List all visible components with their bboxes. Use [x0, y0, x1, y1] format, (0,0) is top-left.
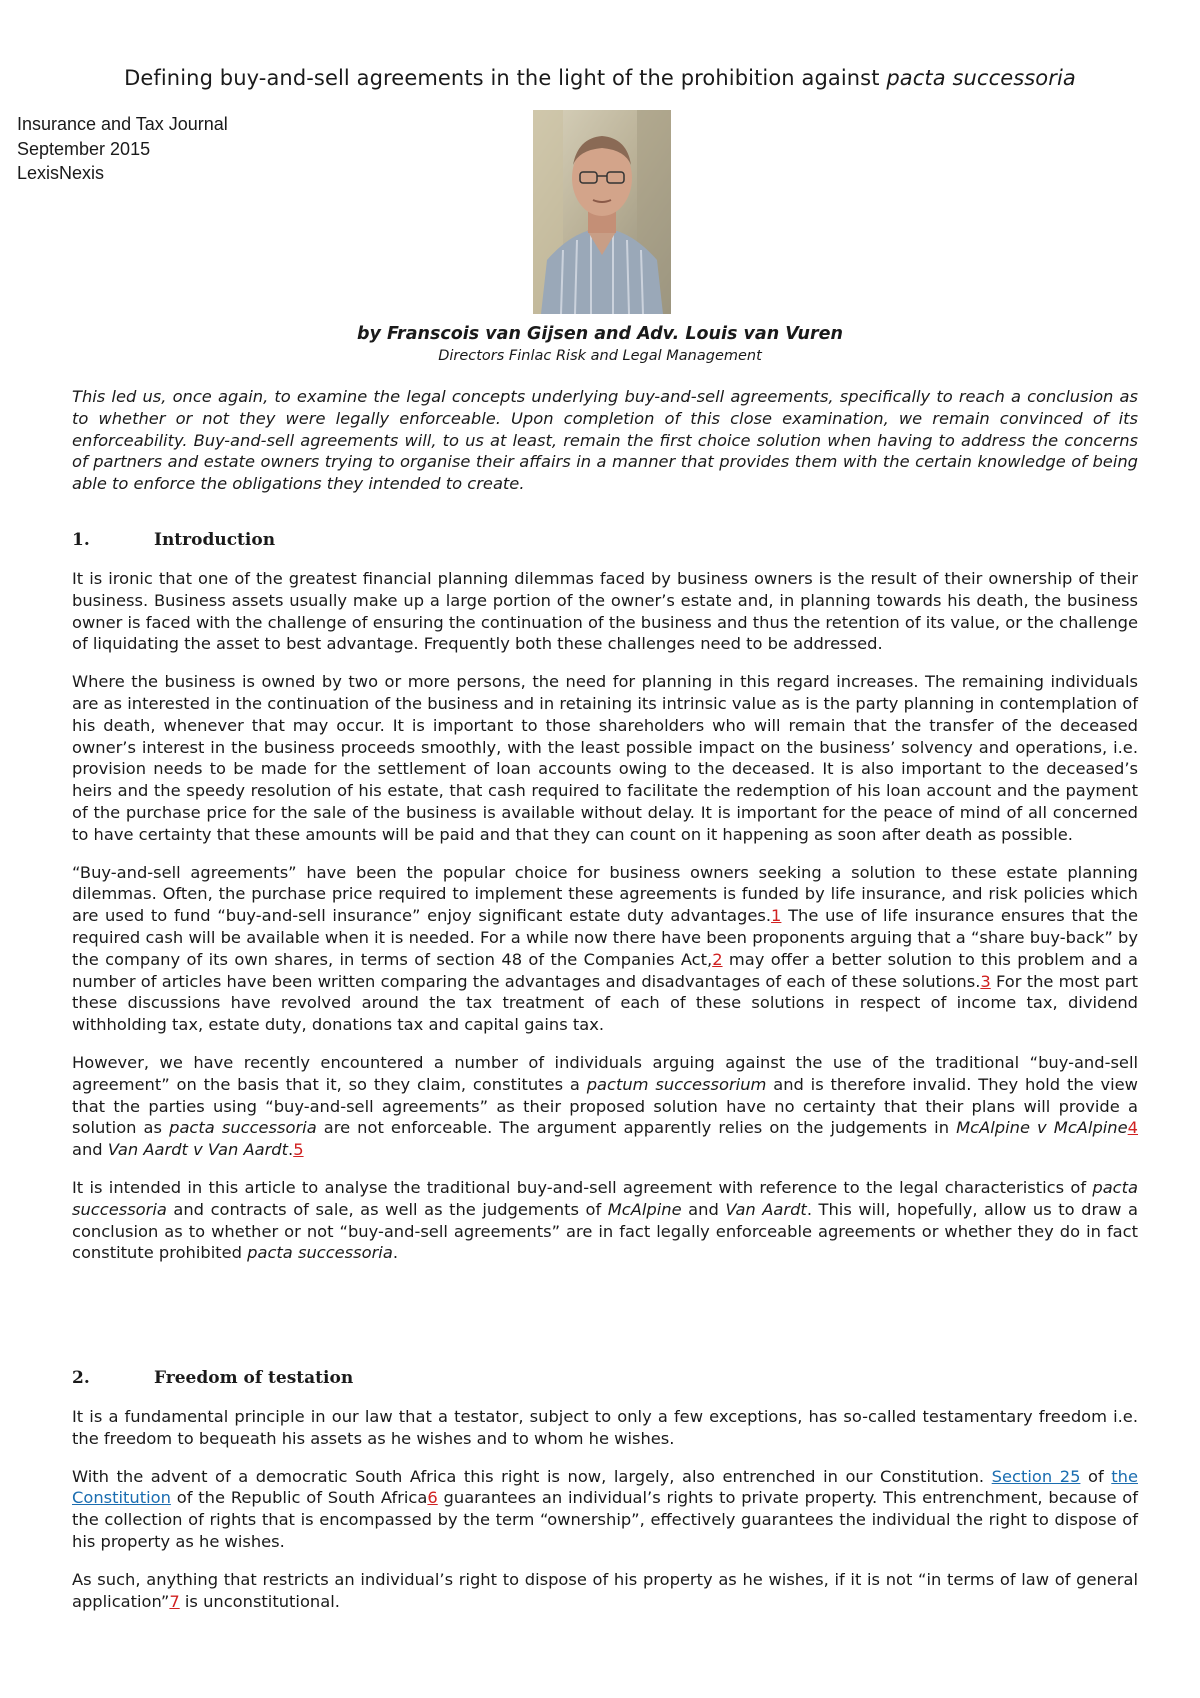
author-photo — [533, 110, 671, 314]
section-1-body — [72, 568, 1138, 1280]
publisher-name: LexisNexis — [17, 163, 105, 183]
section-2-heading — [72, 1368, 353, 1388]
section-2-body — [72, 1406, 1138, 1628]
footnote-link[interactable]: 2 — [712, 949, 723, 969]
author-role: Directors Finlac Risk and Legal Management — [438, 348, 762, 364]
paragraph: With the advent of a democratic South Africa this right is now, largely, also entrenched in our Constitution. Section 25 of the Constitution of the Republic of South Africa6 guarantees an individual’s rights to private property. This entrenchment, because of the collection of rights that is encompassed by the term “ownership”, effectively guarantees the individual the right to dispose of his property as he wishes. — [72, 1466, 1138, 1551]
publication-date: September 2015 — [17, 138, 151, 159]
publication-meta — [17, 112, 228, 186]
byline: by Franscois van Gijsen and Adv. Louis van Vuren — [357, 324, 843, 344]
article-title — [0, 66, 1200, 90]
footnote-link[interactable]: 4 — [1127, 1118, 1138, 1138]
section-2-title: Freedom of testation — [154, 1368, 354, 1388]
footnote-link[interactable]: 3 — [980, 971, 991, 991]
paragraph: However, we have recently encountered a number of individuals arguing against the use of the traditional “buy-and-sell agreement” on the basis that it, so they claim, constitutes a pactum successorium and is therefore invalid. They hold the view that the parties using “buy-and-sell agreements” as their proposed solution have no certainty that their plans will provide a solution as pacta successoria are not enforceable. The argument apparently relies on the judgements in McAlpine v McAlpine4 and Van Aardt v Van Aardt.5 — [72, 1052, 1138, 1160]
section-25-link[interactable]: Section 25 — [991, 1466, 1081, 1486]
section-2-number: 2. — [72, 1368, 90, 1388]
paragraph: As such, anything that restricts an individual’s right to dispose of his property as he wishes, if it is not “in terms of law of general application”7 is unconstitutional. — [72, 1569, 1138, 1611]
footnote-link[interactable]: 7 — [169, 1591, 180, 1611]
title-main: Defining buy-and-sell agreements in the light of the prohibition against — [124, 66, 880, 90]
section-1-number: 1. — [72, 530, 90, 550]
abstract — [72, 386, 1138, 511]
author-portrait-icon — [533, 110, 671, 314]
constitution-link[interactable]: the Constitution — [72, 1466, 1138, 1508]
paragraph: It is ironic that one of the greatest financial planning dilemmas faced by business owners is the result of their ownership of their business. Business assets usually make up a large portion of the owner’s estate and, in planning towards his death, the business owner is faced with the challenge of ensuring the continuation of the business and thus the retention of its value, or the challenge of liquidating the asset to best advantage. Frequently both these challenges need to be addressed. — [72, 569, 1138, 654]
paragraph: It is intended in this article to analyse the traditional buy-and-sell agreement with reference to the legal characteristics of pacta successoria and contracts of sale, as well as the judgements of McAlpine and Van Aardt. This will, hopefully, allow us to draw a conclusion as to whether or not “buy-and-sell agreements” are in fact legally enforceable agreements or whether they do in fact constitute prohibited pacta successoria. — [72, 1177, 1138, 1263]
paragraph: It is a fundamental principle in our law that a testator, subject to only a few exceptions, has so-called testamentary freedom i.e. the freedom to bequeath his assets as he wishes and to whom he wishes. — [72, 1407, 1138, 1448]
footnote-link[interactable]: 5 — [293, 1140, 304, 1160]
title-italic: pacta successoria — [886, 66, 1076, 90]
abstract-text: This led us, once again, to examine the legal concepts underlying buy-and-sell agreements, specifically to reach a conclusion as to whether or not they were legally enforceable. Upon completion of this close examination, we remain convinced of its enforceability. Buy-and-sell agreements will, to us at least, remain the first choice solution when having to address the concerns of partners and estate owners trying to organise their affairs in a manner that provides them with the certain knowledge of being able to enforce the obligations they intended to create. — [72, 387, 1138, 494]
publication-name: Insurance and Tax Journal — [17, 114, 228, 134]
section-1-heading — [72, 530, 275, 550]
section-1-title: Introduction — [154, 530, 276, 550]
paragraph: “Buy-and-sell agreements” have been the popular choice for business owners seeking a solution to these estate planning dilemmas. Often, the purchase price required to implement these agreements is funded by life insurance, and risk policies which are used to fund “buy-and-sell insurance” enjoy significant estate duty advantages.1 The use of life insurance ensures that the required cash will be available when it is needed. For a while now there have been proponents arguing that a “share buy-back” by the company of its own shares, in terms of section 48 of the Companies Act,2 may offer a better solution to this problem and a number of articles have been written comparing the advantages and disadvantages of each of these solutions.3 For the most part these discussions have revolved around the tax treatment of each of these solutions in respect of income tax, dividend withholding tax, estate duty, donations tax and capital gains tax. — [72, 862, 1138, 1035]
paragraph: Where the business is owned by two or more persons, the need for planning in this regard increases. The remaining individuals are as interested in the continuation of the business and in retaining its intrinsic value as is the party planning in contemplation of his death, whenever that may occur. It is important to those shareholders who will remain that the transfer of the deceased owner’s interest in the business proceeds smoothly, with the least possible impact on the business’ solvency and operations, i.e. provision needs to be made for the settlement of loan accounts owing to the deceased. It is also important to the deceased’s heirs and the speedy resolution of his estate, that cash required to facilitate the redemption of his loan account and the payment of the purchase price for the sale of the business is available without delay. It is important for the peace of mind of all concerned to have certainty that these amounts will be paid and that they can count on it happening as soon after death as possible. — [72, 672, 1138, 844]
footnote-link[interactable]: 1 — [771, 906, 782, 926]
footnote-link[interactable]: 6 — [427, 1488, 438, 1508]
